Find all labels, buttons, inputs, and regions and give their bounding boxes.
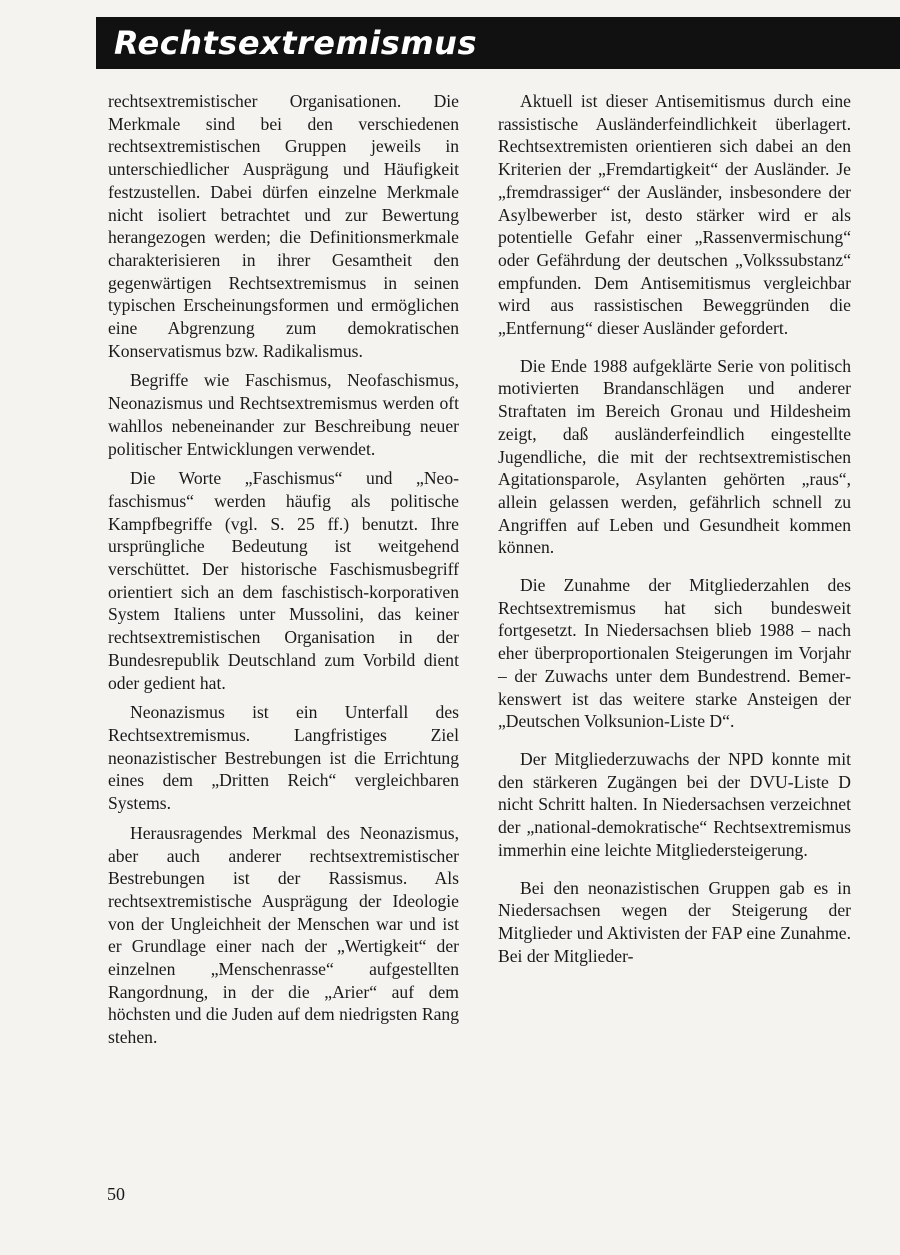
paragraph: Aktuell ist dieser Antisemitismus durch eine rassistische Ausländerfeindlichkeit überlagert. Rechtsextremisten orientieren sich dabei an den Kriterien der „Fremdartigkeit“ der Ausländer. Je „fremdrassiger“ der Ausländer, insbesondere der Asylbewerber ist, desto stärker wird er als potentielle Gefahr einer „Rassenvermischung“ oder Gefährdung der deutschen „Volkssubstanz“ empfunden. Dem Antisemitismus vergleichbar wird aus rassistischen Beweggründen die „Entfernung“ dieser Ausländer gefordert. bbox=[498, 91, 851, 339]
page-number: 50 bbox=[107, 1184, 125, 1204]
paragraph: Die Worte „Faschismus“ und „Neofaschismus“ werden häufig als politische Kampfbegriffe (vgl. S. 25 ff.) benutzt. Ihre ursprüngliche Bedeutung ist weitgehend verschüttet. Der historische Faschismusbegriff orientiert sich an dem faschistisch-korporativen System Italiens unter Mussolini, das keiner rechtsextremistischen Organisation in der Bundesrepublik Deutschland zum Vorbild dient oder gedient hat. bbox=[108, 468, 459, 693]
paragraph: Die Zunahme der Mitgliederzahlen des Rechtsextremismus hat sich bundesweit fortgesetzt. In Niedersachsen blieb 1988 – nach eher überproportionalen Steigerungen im Vorjahr – der Zuwachs unter dem Bundestrend. Bemerkenswert ist das weitere starke Ansteigen der „Deutschen Volksunion-Liste D“. bbox=[498, 575, 851, 732]
paragraph: Herausragendes Merkmal des Neonazismus, aber auch anderer rechtsextremistischer Bestrebungen ist der Rassismus. Als rechtsextremistische Ausprägung der Ideologie von der Ungleichheit der Menschen war und ist er Grundlage einer nach der „Wertigkeit“ der einzelnen „Menschenrasse“ aufgestellten Rangordnung, in der die „Arier“ auf dem höchsten und die Juden auf dem niedrigsten Rang stehen. bbox=[108, 822, 459, 1048]
section-title: Rechtsextremismus bbox=[114, 24, 477, 62]
paragraph: rechtsextremistischer Organisationen. Die Merkmale sind bei den verschiedenen rechtsextremistischen Gruppen jeweils in unterschiedlicher Ausprägung und Häufigkeit festzustellen. Dabei dürfen einzelne Merkmale nicht isoliert betrachtet und zur Bewertung herangezogen werden; die Definitionsmerkmale charakterisieren in ihrer Gesamtheit den gegenwärtigen Rechtsextremismus in seinen typischen Erscheinungsformen und ermöglichen eine Abgrenzung zum demokratischen Konservatismus bzw. Radikalismus. bbox=[108, 91, 459, 361]
right-text-column bbox=[498, 90, 851, 967]
paragraph: Bei den neonazistischen Gruppen gab es in Niedersachsen wegen der Steigerung der Mitglieder und Aktivisten der FAP eine Zunahme. Bei der Mitglieder- bbox=[498, 877, 851, 966]
paragraph: Begriffe wie Faschismus, Neofaschismus, Neonazismus und Rechtsextremismus werden oft wahllos nebeneinander zur Beschreibung neuer politischer Entwicklungen verwendet. bbox=[108, 370, 459, 459]
left-text-column bbox=[108, 90, 459, 1049]
paragraph: Neonazismus ist ein Unterfall des Rechtsextremismus. Langfristiges Ziel neonazistischer Bestrebungen ist die Errichtung eines dem „Dritten Reich“ vergleichbaren Systems. bbox=[108, 702, 459, 814]
paragraph: Der Mitgliederzuwachs der NPD konnte mit den stärkeren Zugängen bei der DVU-Liste D nicht Schritt halten. In Niedersachsen verzeichnet der „national-demokratische“ Rechtsextremismus immerhin eine leichte Mitgliedersteigerung. bbox=[498, 748, 851, 860]
section-header-bar bbox=[96, 17, 900, 69]
paragraph: Die Ende 1988 aufgeklärte Serie von politisch motivierten Brandanschlägen und anderer Straftaten im Bereich Gronau und Hildesheim zeigt, daß ausländerfeindlich eingestellte Jugendliche, die mit der rechtsextremistischen Agitationsparole, Asylanten gehörten „raus“, allein gelassen werden, gefährlich schnell zu Angriffen auf Leben und Gesundheit kommen können. bbox=[498, 355, 851, 558]
